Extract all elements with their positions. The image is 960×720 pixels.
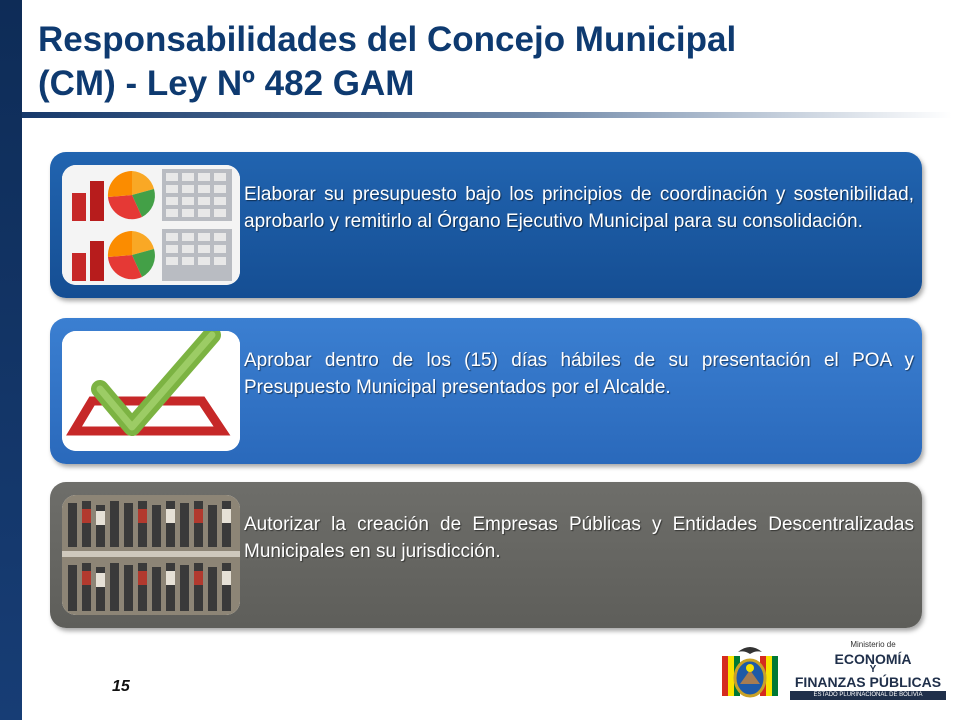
title-underline: [22, 112, 952, 118]
title-line-1: Responsabilidades del Concejo Municipal: [38, 20, 737, 59]
logo-band-estado: ESTADO PLURINACIONAL DE BOLIVIA: [790, 691, 946, 700]
slide-title: [38, 18, 898, 106]
left-sidebar-bar: [0, 0, 22, 720]
logo-ministry-caption: Ministerio de: [850, 640, 896, 649]
responsibility-card-budget: [50, 152, 922, 298]
card-text-enterprises: Autorizar la creación de Empresas Públicas y Entidades Descentralizadas Municipales en su jurisdicción.: [244, 514, 914, 562]
logo-line-finanzas: FINANZAS PÚBLICAS: [794, 674, 942, 690]
people-group-photo: [62, 495, 240, 615]
bolivia-coat-of-arms-icon: [718, 642, 782, 704]
responsibility-card-poa: [50, 318, 922, 464]
card-text-poa: Aprobar dentro de los (15) días hábiles de su presentación el POA y Presupuesto Municipal presentados por el Alcalde.: [244, 350, 914, 398]
card-text-budget: Elaborar su presupuesto bajo los principios de coordinación y sostenibilidad, aprobarlo y remitirlo al Órgano Ejecutivo Municipal para su consolidación.: [244, 184, 914, 232]
responsibility-card-enterprises: [50, 482, 922, 628]
ministry-logo: [718, 638, 950, 708]
title-line-2: (CM) - Ley Nº 482 GAM: [38, 64, 415, 103]
logo-line-economia: ECONOMÍA: [834, 651, 912, 667]
checkmark-approval-icon: [62, 331, 240, 451]
logo-line-y: Y: [869, 664, 877, 675]
page-number: 15: [112, 678, 130, 695]
budget-charts-calculator-icon: [62, 165, 240, 285]
